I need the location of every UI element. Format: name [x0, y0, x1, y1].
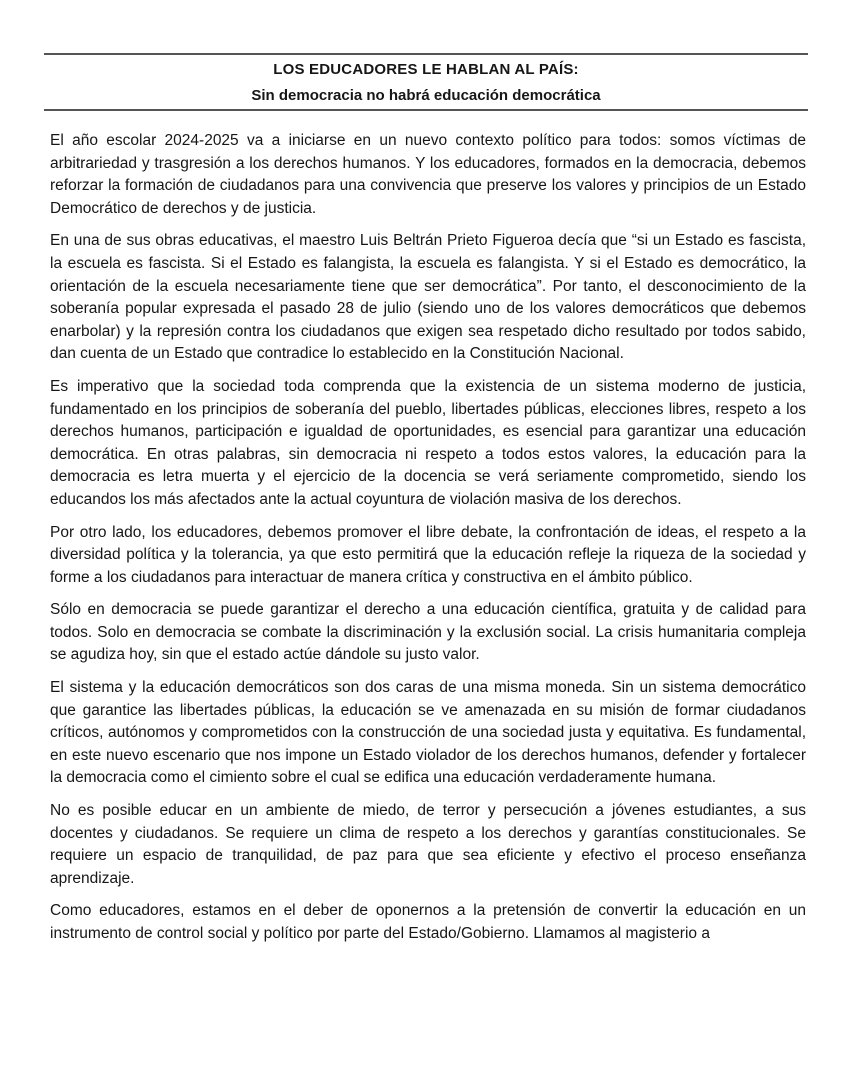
document-header: [44, 53, 808, 111]
document-subtitle: Sin democracia no habrá educación democrática: [251, 87, 601, 104]
paragraph-4: Por otro lado, los educadores, debemos promover el libre debate, la confrontación de ideas, el respeto a la diversidad política y la tolerancia, ya que esto permitirá que la educación refleje la riqueza de la sociedad y forme a los ciudadanos para interactuar de manera crítica y constructiva en el ámbito público.: [50, 523, 806, 586]
paragraph-6: El sistema y la educación democráticos son dos caras de una misma moneda. Sin un sistema democrático que garantice las libertades públicas, la educación se ve amenazada en su misión de formar ciudadanos críticos, autónomos y comprometidos con la construcción de una sociedad justa y equitativa. Es fundamental, en este nuevo escenario que nos impone un Estado violador de los derechos humanos, defender y fortalecer la democracia como el cimiento sobre el cual se edifica una educación verdaderamente humana.: [50, 679, 806, 787]
paragraph-8: Como educadores, estamos en el deber de oponernos a la pretensión de convertir la educación en un instrumento de control social y político por parte del Estado/Gobierno. Llamamos al magisterio a: [50, 902, 806, 942]
paragraph-3: Es imperativo que la sociedad toda comprenda que la existencia de un sistema moderno de justicia, fundamentado en los principios de soberanía del pueblo, libertades públicas, elecciones libres, respeto a los derechos humanos, participación e igualdad de oportunidades, es esencial para garantizar una educación democrática. En otras palabras, sin democracia ni respeto a todos estos valores, la educación para la democracia es letra muerta y el ejercicio de la docencia se verá seriamente comprometido, siendo los educandos los más afectados ante la actual coyuntura de violación masiva de los derechos.: [50, 377, 806, 508]
document-body: [50, 130, 806, 946]
paragraph-2: En una de sus obras educativas, el maestro Luis Beltrán Prieto Figueroa decía que “si un Estado es fascista, la escuela es fascista. Si el Estado es falangista, la escuela es falangista. Y si el Estado es democrático, la orientación de la escuela necesariamente tiene que ser democrática”. Por tanto, el desconocimiento de la soberanía popular expresada el pasado 28 de julio (siendo uno de los valores democráticos que debemos enarbolar) y la represión contra los ciudadanos que exigen sea respetado dicho resultado por todos sabido, dan cuenta de un Estado que contradice lo establecido en la Constitución Nacional.: [50, 232, 806, 363]
paragraph-7: No es posible educar en un ambiente de miedo, de terror y persecución a jóvenes estudiantes, a sus docentes y ciudadanos. Se requiere un clima de respeto a los derechos y garantías constitucionales. Se requiere un espacio de tranquilidad, de paz para que sea eficiente y efectivo el proceso enseñanza aprendizaje.: [50, 802, 806, 887]
document-title: LOS EDUCADORES LE HABLAN AL PAÍS:: [273, 61, 579, 78]
paragraph-1: El año escolar 2024-2025 va a iniciarse en un nuevo contexto político para todos: somos víctimas de arbitrariedad y trasgresión a los derechos humanos. Y los educadores, formados en la democracia, debemos reforzar la formación de ciudadanos para una convivencia que preserve los valores y principios de un Estado Democrático de derechos y de justicia.: [50, 132, 806, 217]
paragraph-5: Sólo en democracia se puede garantizar el derecho a una educación científica, gratuita y de calidad para todos. Solo en democracia se combate la discriminación y la exclusión social. La crisis humanitaria compleja se agudiza hoy, sin que el estado actúe dándole su justo valor.: [50, 601, 806, 664]
